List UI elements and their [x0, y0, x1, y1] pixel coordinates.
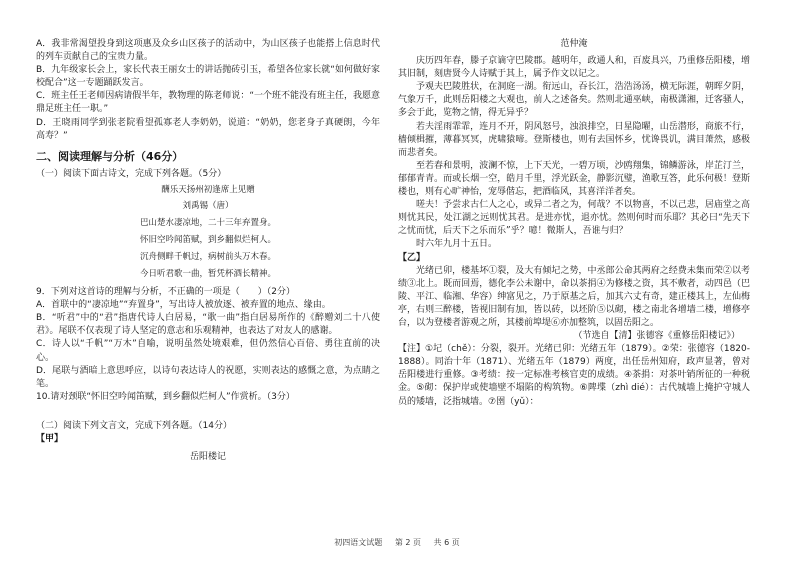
passage-paragraph: 至若春和景明，波澜不惊，上下天光，一碧万顷，沙鸥翔集，锦鳞游泳，岸芷汀兰，郁郁青青。而或长烟一空，皓月千里，浮光跃金，静影沉璧，渔歌互答，此乐何极！登斯楼也，则有心旷神怡，宠辱偕忘，把酒临风，其喜洋洋者矣。 — [398, 160, 750, 198]
q9-option-d: D．尾联与酒暗上意思呼应，以诗句表达诗人的祝愿，实则表达的感慨之意，为点睛之笔。 — [36, 365, 380, 389]
passage-date: 时六年九月十五日。 — [416, 239, 498, 250]
page-footer — [0, 537, 794, 548]
question-10: 10.请对颈联“怀旧空吟闻笛赋，到乡翻似烂柯人”作赏析。（3分） — [36, 391, 295, 402]
section-heading: 二、阅读理解与分析（46分） — [36, 149, 184, 163]
jia-title: 岳阳楼记 — [189, 452, 226, 463]
footer-total-pages: 共 6 页 — [433, 538, 460, 547]
passage-paragraph: 庆历四年春，滕子京谪守巴陵郡。越明年，政通人和，百废具兴，乃重修岳阳楼，增其旧制，刻唐贤今人诗赋于其上，属予作文以记之。 — [398, 56, 750, 80]
q9-option-a: A．首联中的“凄凉地”“弃置身”，写出诗人被放逐、被弃置的地点、缘由。 — [36, 300, 331, 311]
jia-label: 【甲】 — [36, 433, 64, 444]
footer-exam-title: 初四语文试题 — [334, 538, 383, 547]
option-c: C．班主任王老师因病请假半年，教物理的陈老师说：“一个班不能没有班主任，我愿意鼎足班主任一职。” — [36, 91, 380, 115]
poem-author: 刘禹锡（唐） — [182, 200, 234, 211]
passage-paragraph: 嗟夫！予尝求古仁人之心，或异二者之为，何哉？不以物喜，不以己悲，居庙堂之高则忧其民，处江湖之远则忧其君。是进亦忧，退亦忧。然则何时而乐耶？其必曰“先天下之忧而忧，后天下之乐而乐”乎？噫！微斯人，吾谁与归？ — [398, 200, 750, 237]
footer-page-number: 第 2 页 — [394, 538, 421, 547]
question-9: 9．下列对这首诗的理解与分析，不正确的一项是（ ）（2分） — [36, 287, 295, 298]
part2-instruction: （二）阅读下列文言文，完成下列各题。（14分） — [36, 420, 232, 431]
option-d: D．王晓雨同学到张老院看望孤寡老人李奶奶，说道：“奶奶，您老身子真硬朗，今年高寿？” — [36, 117, 380, 141]
poem-line: 怀旧空吟闻笛赋，到乡翻似烂柯人。 — [139, 235, 276, 246]
option-a: A．我非常渴望投身到这项惠及众乡山区孩子的活动中，为山区孩子也能搭上信息时代的列车贡献自己的宝贵力量。 — [36, 39, 380, 63]
poem-line: 巴山楚水凄凉地，二十三年弃置身。 — [139, 218, 276, 229]
yi-paragraph: 光绪已卯，楼基坏①裂，及大有倾圮之势，中丞郎公命其两府之经费未集而荣②以考绩③北上。既而回焉，德化李公未谢中，命以茶捐④为修楼之资，其不敷者，动四邑（巴陵、平江、临湘、华容）绅富见之，乃于原基之后，加其六丈有奇，建正楼其上，左仙梅亭，右则三醉楼，皆视旧制有加，皆以砖，以坯阶⑤以砌，楼之南北各增墙二楼，增修亭台，以为登楼者游观之所，其楼前埠堤⑥亦加整筑，以固岳阳之。 — [398, 265, 750, 328]
passage-source: （节选自【清】张德容《重修岳阳楼记》） — [573, 331, 740, 342]
passage-paragraph: 若夫淫雨霏霏，连月不开，阴风怒号，浊浪排空，日星隐曜，山岳潜形，商旅不行，樯倾楫摧，薄暮冥冥，虎啸猿啼。登斯楼也，则有去国怀乡，忧谗畏讥，满目萧然，感极而悲者矣。 — [398, 121, 750, 158]
passage-author: 范仲淹 — [560, 39, 588, 49]
poem-line: 今日听君歌一曲，暂凭杯酒长精神。 — [139, 269, 276, 280]
passage-paragraph: 予观夫巴陵胜状，在洞庭一湖。衔远山，吞长江，浩浩汤汤，横无际涯，朝晖夕阴，气象万千，此则岳阳楼之大观也，前人之述备矣。然则北通巫峡，南极潇湘，迁客骚人，多会于此，览物之情，得无异乎？ — [398, 82, 750, 119]
right-column — [398, 38, 750, 409]
q9-option-c: C．诗人以“千帆”“万木”自喻，说明虽然处境艰难，但仍然信心百倍、勇往直前的决心。 — [36, 339, 380, 363]
yi-label: 【乙】 — [398, 252, 426, 263]
q9-option-b: B．“听君”中的“君”指唐代诗人白居易，“歌一曲”指白居易所作的《醉赠刘二十八使君》。尾联不仅表现了诗人坚定的意志和乐观精神，也表达了对友人的感谢。 — [36, 313, 380, 337]
part1-instruction: （一）阅读下面古诗文，完成下列各题。（5分） — [36, 168, 227, 179]
left-column — [36, 38, 380, 464]
option-b: B．九年级家长会上，家长代表王丽女士的讲话抛砖引玉，希望各位家长就“如何做好家校配合”这一专题踊跃发言。 — [36, 65, 380, 89]
poem-line: 沉舟侧畔千帆过，病树前头万木春。 — [139, 252, 276, 263]
annotation-notes: 【注】①圮（chě）：分裂，裂开。光绪已卯：光绪五年（1879）。②荣：张德容（1820-1888）。同治十年（1871）、光绪五年（1879）两度，出任岳州知府，政声显著，曾对岳阳楼进行重修。③考绩：按一定标准考核官吏的成绩。④茶捐：对茶叶销所征的一种税金。⑤砌：保护岸或使墙壁不塌陷的构筑物。⑥陴堞（zhì dié）：古代城墙上掩护守城人员的矮墙，泛指城墙。⑦圉（yǔ）： — [398, 344, 750, 407]
poem-title: 酬乐天扬州初逢席上见赠 — [161, 184, 255, 195]
